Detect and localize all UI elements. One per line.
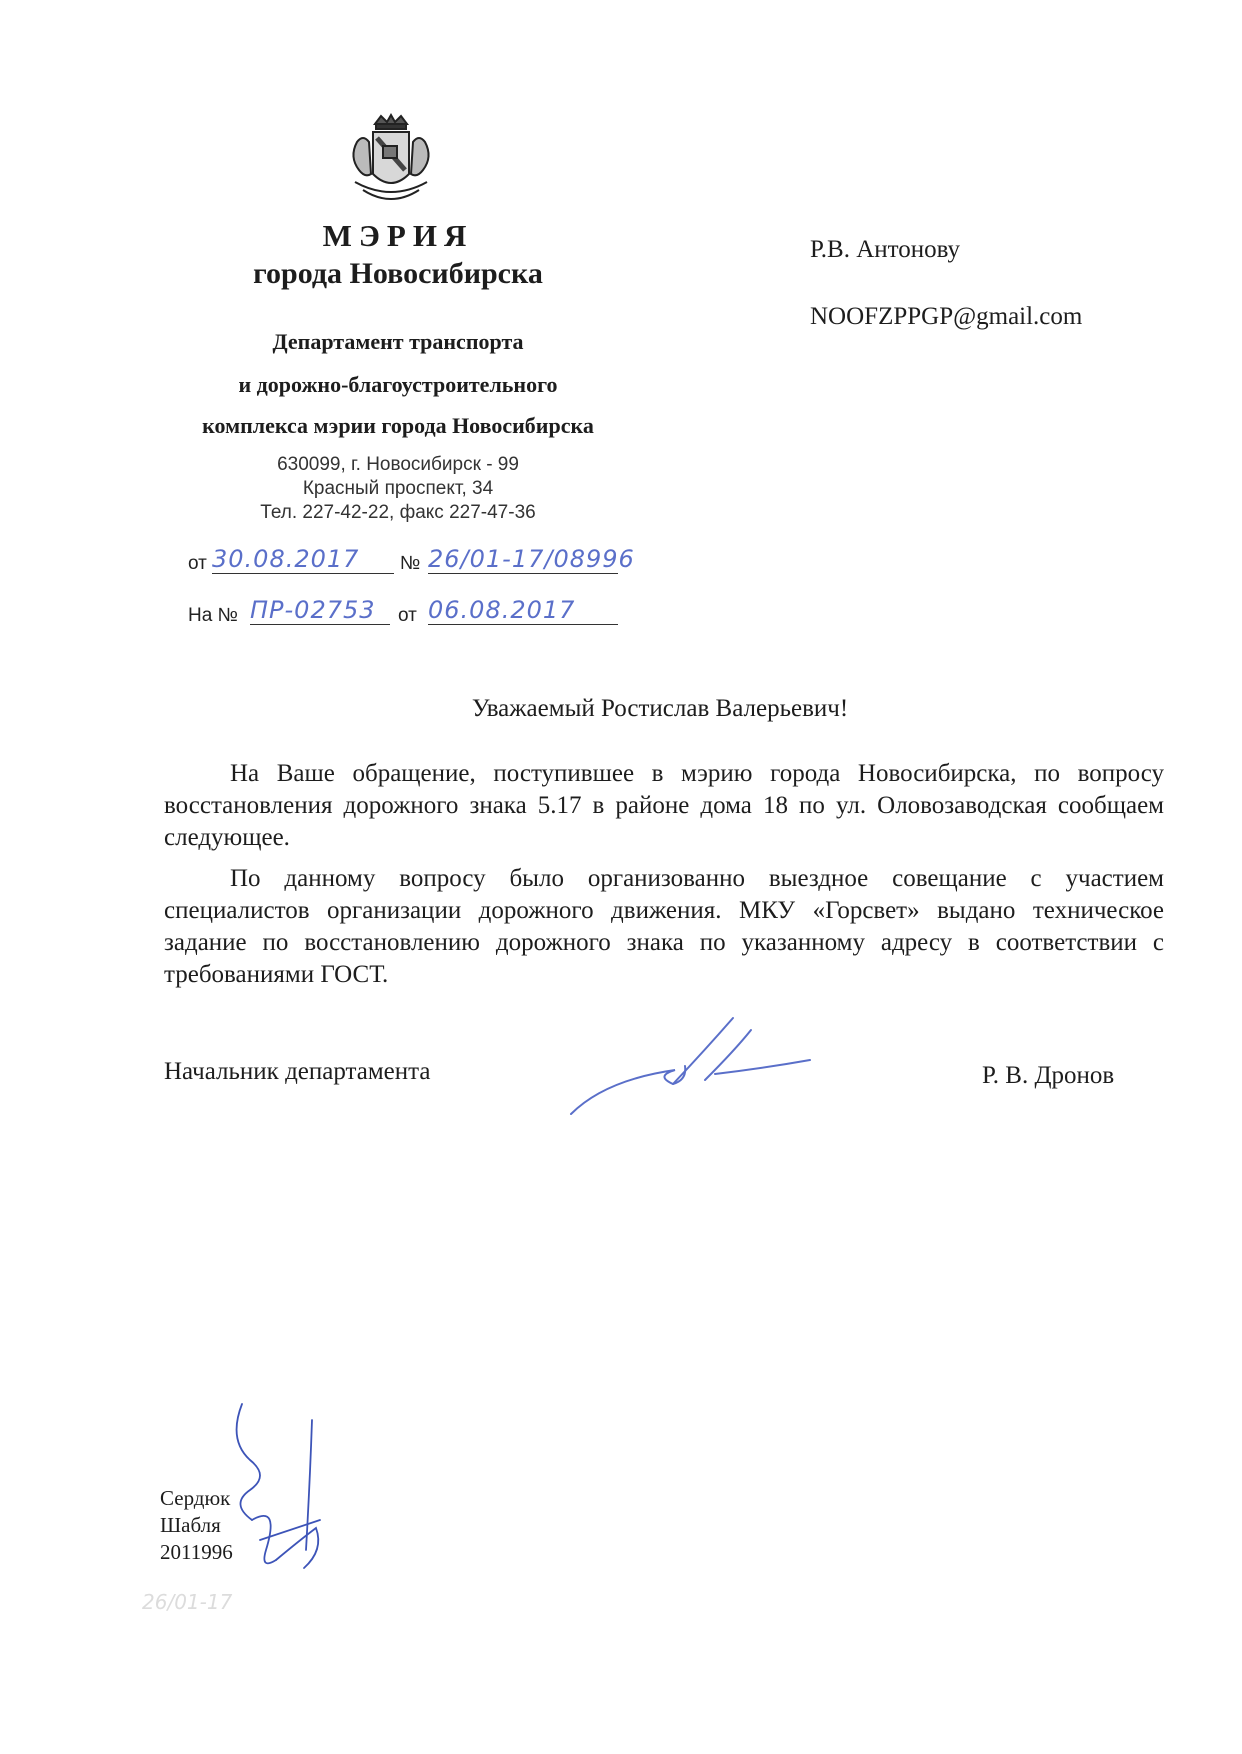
recipient-name: Р.В. Антонову [810, 236, 961, 263]
ref-number-label: № [400, 553, 421, 574]
ref-number-field [428, 545, 635, 574]
paragraph-1: На Ваше обращение, поступившее в мэрию города Новосибирска, по вопросу восстановления дорожного знака 5.17 в районе дома 18 по ул. Оловозаводская сообщаем следующее. [164, 760, 1164, 851]
reply-number-field [250, 596, 390, 625]
reply-from-label: от [398, 605, 417, 626]
org-city: города Новосибирска [253, 257, 543, 290]
reply-date: 06.08.2017 [428, 596, 576, 624]
reply-number: ПР-02753 [250, 596, 376, 624]
registration-stamp: 26/01-17 [142, 1590, 233, 1614]
address-line-2: Красный проспект, 34 [302, 478, 494, 499]
coat-of-arms-icon [345, 112, 437, 212]
handwritten-signature-icon [565, 1010, 825, 1120]
executor-line-2: Шабля [160, 1513, 221, 1537]
ref-number: 26/01-17/08996 [428, 545, 635, 573]
org-title: МЭРИЯ [322, 218, 474, 253]
ref-from-date: 30.08.2017 [212, 545, 360, 573]
dept-line-3: комплекса мэрии города Новосибирска [202, 413, 594, 438]
reply-date-field [428, 596, 618, 625]
dept-line-2: и дорожно-благоустроительного [238, 372, 558, 397]
address-line-1: 630099, г. Новосибирск - 99 [277, 454, 519, 475]
signatory-title: Начальник департамента [164, 1058, 431, 1085]
executor-line-3: 2011996 [160, 1540, 233, 1564]
ref-from-label: от [188, 553, 207, 574]
ref-from-date-field [212, 545, 394, 574]
executor-line-1: Сердюк [160, 1486, 231, 1510]
address-line-3: Тел. 227-42-22, факс 227-47-36 [260, 502, 536, 523]
reply-label: На № [188, 605, 238, 626]
signatory-name: Р. В. Дронов [982, 1062, 1115, 1089]
recipient-email: NOOFZPPGP@gmail.com [810, 303, 1083, 330]
greeting: Уважаемый Ростислав Валерьевич! [471, 695, 849, 722]
dept-line-1: Департамент транспорта [272, 329, 524, 354]
paragraph-2: По данному вопросу было организованно выездное совещание с участием специалистов организации дорожного движения. МКУ «Горсвет» выдано техническое задание по восстановлению дорожного знака по указанному адресу в соответствии с требованиями ГОСТ. [164, 865, 1164, 988]
executor-signature-icon [220, 1400, 350, 1590]
